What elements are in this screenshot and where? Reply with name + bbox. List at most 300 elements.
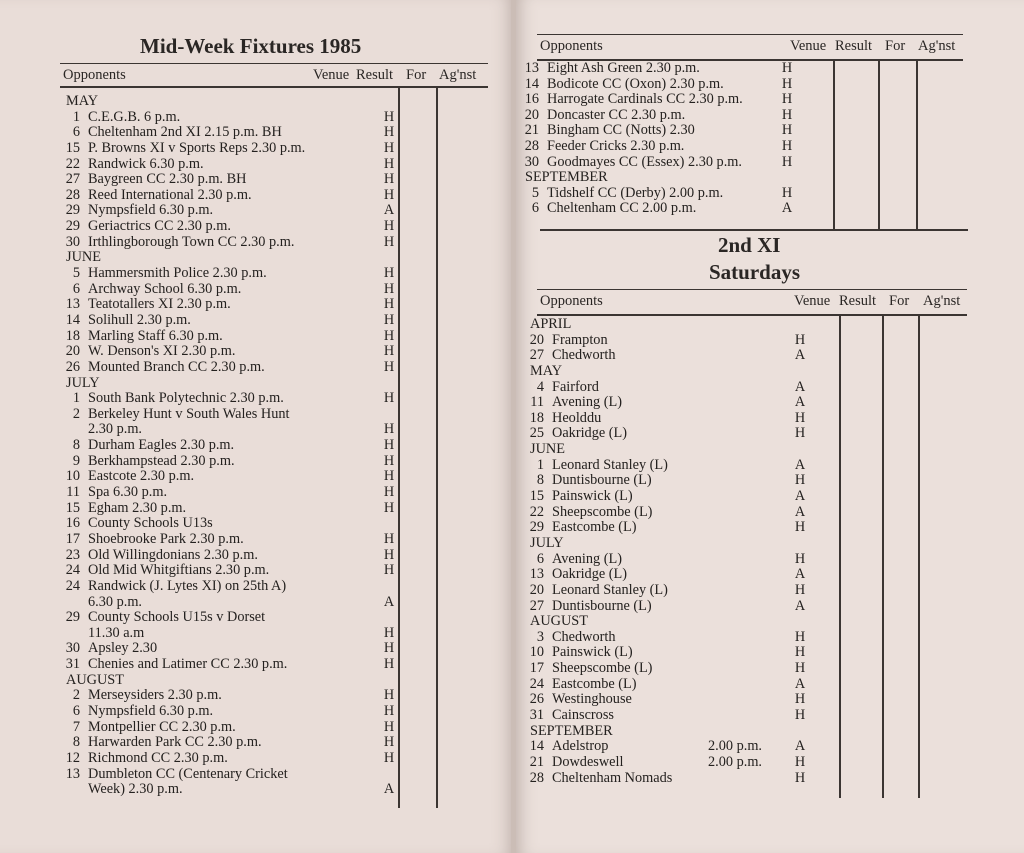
fixture-venue: H: [383, 624, 395, 641]
fixture-date: 6: [72, 124, 80, 141]
fixture-date: 2: [72, 687, 80, 704]
fixture-date: 8: [536, 472, 544, 489]
fixture-opponent: Cainscross: [552, 707, 614, 724]
fixture-opponent: County Schools U13s: [88, 515, 213, 532]
fixture-row: [52, 172, 452, 188]
right-top-top-rule: [537, 34, 963, 35]
fixture-opponent: Frampton: [552, 331, 608, 348]
right-bottom-against-column-line: [918, 314, 920, 798]
fixture-row: [52, 125, 452, 141]
fixture-row: [518, 473, 838, 489]
fixture-date: 20: [524, 106, 539, 123]
fixture-row: [518, 520, 838, 536]
fixture-venue: H: [794, 519, 806, 536]
second-xi-fixture-list: [518, 317, 838, 786]
fixture-row: [518, 692, 838, 708]
fixture-opponent: Geriactrics CC 2.30 p.m.: [88, 218, 231, 235]
fixture-venue: H: [383, 171, 395, 188]
venue-header-2: Venue: [790, 38, 827, 54]
month-heading: APRIL: [530, 316, 572, 332]
fixture-row: [518, 552, 838, 568]
fixture-venue: H: [383, 265, 395, 282]
fixture-date: 8: [72, 734, 80, 751]
fixture-venue: H: [794, 550, 806, 567]
fixture-venue: A: [794, 597, 806, 614]
fixture-date: 29: [65, 202, 80, 219]
fixture-opponent: Nympsfield 6.30 p.m.: [88, 202, 214, 219]
fixture-venue: A: [383, 202, 395, 219]
fixture-venue: A: [794, 347, 806, 364]
fixture-row: [52, 141, 452, 157]
fixture-row: [515, 155, 835, 171]
month-heading: SEPTEMBER: [530, 722, 613, 739]
fixture-opponent: Oakridge (L): [552, 566, 628, 583]
fixture-opponent: Apsley 2.30: [88, 640, 158, 657]
fixture-date: 10: [529, 644, 544, 661]
fixture-date: 27: [65, 171, 80, 188]
fixture-opponent: Doncaster CC 2.30 p.m.: [547, 106, 686, 123]
left-header-rule: [60, 86, 488, 88]
fixture-opponent: Old Mid Whitgiftians 2.30 p.m.: [88, 562, 270, 579]
fixture-opponent: Chedworth: [552, 347, 616, 364]
fixture-row: [52, 188, 452, 204]
fixture-row: [515, 186, 835, 202]
fixture-opponent: Randwick (J. Lytes XI) on 25th A): [88, 577, 287, 594]
fixture-venue: A: [794, 488, 806, 505]
fixture-date: 6: [531, 200, 539, 217]
fixture-opponent: Duntisbourne (L): [552, 472, 652, 489]
fixture-date: 21: [524, 122, 539, 139]
fixture-opponent: Old Willingdonians 2.30 p.m.: [88, 546, 258, 563]
fixture-row: [515, 139, 835, 155]
fixture-venue: A: [794, 503, 806, 520]
fixture-venue: H: [383, 718, 395, 735]
fixture-row: [518, 489, 838, 505]
fixture-date: 13: [529, 566, 544, 583]
fixture-date: 23: [65, 546, 80, 563]
venue-header-3: Venue: [794, 293, 831, 309]
fixture-row: [518, 505, 838, 521]
fixture-opponent: Cheltenham Nomads: [552, 769, 673, 786]
fixture-opponent: Harwarden Park CC 2.30 p.m.: [88, 734, 262, 751]
fixture-opponent: Reed International 2.30 p.m.: [88, 186, 252, 203]
fixture-venue: H: [383, 311, 395, 328]
fixture-row: [52, 360, 452, 376]
fixture-opponent: Tidshelf CC (Derby) 2.00 p.m.: [547, 184, 724, 201]
fixture-row: [518, 380, 838, 396]
fixture-date: 5: [531, 184, 539, 201]
fixture-row: [515, 123, 835, 139]
fixture-opponent: Chenies and Latimer CC 2.30 p.m.: [88, 656, 288, 673]
fixture-opponent: 11.30 a.m: [88, 624, 145, 641]
fixture-row: [52, 501, 452, 517]
fixture-opponent: Eight Ash Green 2.30 p.m.: [547, 60, 700, 76]
fixture-opponent: Solihull 2.30 p.m.: [88, 311, 191, 328]
fixture-row: [52, 626, 452, 642]
fixture-opponent: Oakridge (L): [552, 425, 628, 442]
fixture-row: [518, 411, 838, 427]
fixture-row: [52, 720, 452, 736]
fixture-opponent: Randwick 6.30 p.m.: [88, 155, 204, 172]
for-header: For: [406, 67, 427, 83]
fixture-date: 31: [529, 707, 544, 724]
fixture-opponent: Irthlingborough Town CC 2.30 p.m.: [88, 233, 295, 250]
fixture-date: 20: [529, 331, 544, 348]
fixture-date: 5: [72, 265, 80, 282]
month-heading: JUNE: [530, 441, 565, 458]
fixture-row: [52, 422, 452, 438]
fixture-opponent: South Bank Polytechnic 2.30 p.m.: [88, 390, 284, 407]
fixture-opponent: P. Browns XI v Sports Reps 2.30 p.m.: [88, 139, 306, 156]
fixture-row: [52, 438, 452, 454]
right-bottom-result-column-line: [839, 314, 841, 798]
fixture-date: 28: [65, 186, 80, 203]
fixture-venue: H: [383, 139, 395, 156]
fixture-date: 17: [65, 530, 80, 547]
section-divider-rule: [540, 229, 968, 231]
fixture-opponent: County Schools U15s v Dorset: [88, 609, 266, 626]
fixture-opponent: Eastcote 2.30 p.m.: [88, 468, 195, 485]
fixture-date: 16: [65, 515, 80, 532]
fixture-row: [518, 395, 838, 411]
month-heading: JULY: [530, 534, 564, 551]
fixture-date: 1: [72, 390, 80, 407]
fixture-venue: H: [794, 409, 806, 426]
fixture-opponent: Bingham CC (Notts) 2.30: [547, 122, 695, 139]
fixture-opponent: Berkhampstead 2.30 p.m.: [88, 452, 235, 469]
fixture-date: 6: [536, 550, 544, 567]
fixture-date: 27: [529, 597, 544, 614]
fixture-date: 24: [529, 675, 544, 692]
fixture-row: [518, 348, 838, 364]
fixture-date: 31: [65, 656, 80, 673]
fixture-date: 30: [65, 233, 80, 250]
fixture-date: 11: [530, 394, 544, 411]
fixture-venue: H: [383, 484, 395, 501]
fixture-opponent: Chedworth: [552, 628, 616, 645]
fixture-row: [52, 516, 452, 532]
fixture-venue: H: [383, 358, 395, 375]
fixture-date: 16: [524, 91, 539, 108]
fixture-opponent: C.E.G.B. 6 p.m.: [88, 108, 181, 125]
fixture-row: [518, 583, 838, 599]
month-heading: AUGUST: [66, 671, 124, 688]
fixture-venue: H: [383, 343, 395, 360]
fixture-date: 26: [529, 691, 544, 708]
fixture-row: [52, 532, 452, 548]
fixture-date: 11: [66, 484, 80, 501]
fixture-row: [52, 110, 452, 126]
fixture-venue: H: [383, 468, 395, 485]
fixture-row: [52, 407, 452, 423]
fixture-venue: A: [794, 394, 806, 411]
fixture-date: 29: [65, 218, 80, 235]
fixture-row: [52, 454, 452, 470]
fixture-opponent: Harrogate Cardinals CC 2.30 p.m.: [547, 91, 743, 108]
fixture-row: [52, 485, 452, 501]
fixture-row: [52, 282, 452, 298]
right-bottom-top-rule: [537, 289, 967, 290]
fixture-date: 24: [65, 562, 80, 579]
fixture-opponent: Baygreen CC 2.30 p.m. BH: [88, 171, 247, 188]
fixture-venue: H: [781, 122, 793, 139]
fixture-venue: H: [794, 581, 806, 598]
fixture-venue: H: [794, 707, 806, 724]
fixture-venue: H: [794, 660, 806, 677]
left-header-top-rule: [60, 63, 488, 64]
fixture-row: [52, 469, 452, 485]
fixture-venue: H: [794, 644, 806, 661]
fixture-venue: H: [794, 472, 806, 489]
fixture-row: [52, 782, 452, 798]
against-header-2: Ag'nst: [918, 38, 956, 54]
fixture-row: [52, 266, 452, 282]
fixture-venue: H: [383, 186, 395, 203]
fixture-venue: H: [383, 546, 395, 563]
fixture-time: 2.00 p.m.: [708, 738, 763, 755]
fixture-venue: H: [383, 218, 395, 235]
second-xi-title: 2nd XI: [718, 233, 781, 257]
fixture-row: [518, 645, 838, 661]
fixture-opponent: Dowdeswell: [552, 753, 624, 770]
fixture-row: [52, 297, 452, 313]
midweek-title: Mid-Week Fixtures 1985: [140, 34, 362, 58]
fixture-venue: H: [781, 60, 793, 76]
fixture-opponent: Durham Eagles 2.30 p.m.: [88, 437, 235, 454]
fixture-row: [52, 563, 452, 579]
opponents-header: Opponents: [63, 67, 126, 83]
fixture-row: [518, 661, 838, 677]
fixture-venue: H: [383, 108, 395, 125]
fixture-opponent: Heolddu: [552, 409, 602, 426]
result-header-3: Result: [839, 293, 877, 309]
fixture-venue: A: [794, 566, 806, 583]
fixture-date: 13: [65, 765, 80, 782]
fixture-date: 27: [529, 347, 544, 364]
fixture-opponent: Hammersmith Police 2.30 p.m.: [88, 265, 267, 282]
month-heading: MAY: [66, 93, 99, 109]
fixture-date: 6: [72, 702, 80, 719]
fixture-row: [52, 219, 452, 235]
fixture-venue: H: [383, 280, 395, 297]
fixture-venue: H: [383, 562, 395, 579]
for-header-3: For: [889, 293, 910, 309]
fixture-venue: H: [383, 530, 395, 547]
fixture-opponent: Painswick (L): [552, 488, 633, 505]
fixture-opponent: Bodicote CC (Oxon) 2.30 p.m.: [547, 75, 724, 92]
fixture-opponent: Richmond CC 2.30 p.m.: [88, 749, 228, 766]
fixture-date: 6: [72, 280, 80, 297]
fixture-date: 30: [65, 640, 80, 657]
fixture-venue: H: [383, 390, 395, 407]
fixture-date: 22: [65, 155, 80, 172]
fixture-opponent: Week) 2.30 p.m.: [88, 781, 183, 798]
fixture-date: 21: [529, 753, 544, 770]
venue-header: Venue: [313, 67, 350, 83]
fixture-venue: A: [781, 200, 793, 217]
fixture-venue: H: [383, 233, 395, 250]
midweek-fixture-list-continued: [515, 61, 835, 217]
fixture-venue: A: [383, 593, 395, 610]
fixture-row: [518, 567, 838, 583]
fixture-opponent: 6.30 p.m.: [88, 593, 143, 610]
fixture-date: 1: [72, 108, 80, 125]
fixture-row: [518, 677, 838, 693]
fixture-date: 22: [529, 503, 544, 520]
right-top-for-column-line: [878, 59, 880, 229]
fixture-venue: H: [383, 124, 395, 141]
fixture-date: 29: [65, 609, 80, 626]
fixture-venue: H: [383, 734, 395, 751]
right-bottom-column-headers: [540, 293, 970, 311]
fixture-opponent: Eastcombe (L): [552, 519, 637, 536]
fixture-date: 3: [536, 628, 544, 645]
fixture-date: 24: [65, 577, 80, 594]
fixture-row: [518, 771, 838, 787]
fixture-venue: H: [383, 640, 395, 657]
month-heading: JULY: [66, 374, 100, 391]
fixture-row: [52, 657, 452, 673]
fixture-venue: H: [383, 452, 395, 469]
fixture-row: [52, 751, 452, 767]
fixture-venue: H: [383, 155, 395, 172]
fixture-row: [52, 767, 452, 783]
fixture-time: 2.00 p.m.: [708, 753, 763, 770]
fixture-row: [52, 704, 452, 720]
fixture-venue: A: [794, 378, 806, 395]
fixture-date: 20: [529, 581, 544, 598]
fixture-row: [518, 333, 838, 349]
fixture-row: [52, 688, 452, 704]
fixture-row: [518, 755, 838, 771]
fixture-opponent: Goodmayes CC (Essex) 2.30 p.m.: [547, 153, 742, 170]
fixture-date: 15: [65, 499, 80, 516]
right-bottom-for-column-line: [882, 314, 884, 798]
fixture-date: 9: [72, 452, 80, 469]
left-column-headers: [63, 67, 493, 85]
fixture-row: [52, 391, 452, 407]
fixture-date: 7: [72, 718, 80, 735]
fixture-row: [518, 599, 838, 615]
fixture-venue: H: [383, 702, 395, 719]
fixture-venue: H: [383, 499, 395, 516]
fixture-venue: A: [794, 675, 806, 692]
month-heading: AUGUST: [530, 613, 588, 630]
fixture-venue: H: [794, 753, 806, 770]
for-header-2: For: [885, 38, 906, 54]
fixture-row: [52, 735, 452, 751]
fixture-venue: H: [781, 137, 793, 154]
fixture-opponent: Leonard Stanley (L): [552, 456, 668, 473]
right-top-column-headers: [540, 38, 970, 56]
fixture-row: [52, 313, 452, 329]
fixture-date: 15: [65, 139, 80, 156]
fixture-opponent: Westinghouse: [552, 691, 632, 708]
fixture-venue: H: [794, 628, 806, 645]
midweek-fixture-list: [52, 94, 452, 798]
fixture-row: [52, 157, 452, 173]
fixture-row: [518, 739, 838, 755]
fixture-date: 12: [65, 749, 80, 766]
fixture-venue: H: [383, 327, 395, 344]
fixture-opponent: Cheltenham CC 2.00 p.m.: [547, 200, 697, 217]
fixture-opponent: Marling Staff 6.30 p.m.: [88, 327, 223, 344]
fixture-row: [518, 630, 838, 646]
fixture-row: [52, 344, 452, 360]
fixture-venue: H: [781, 106, 793, 123]
fixture-row: [52, 329, 452, 345]
fixture-date: 13: [65, 296, 80, 313]
result-header-2: Result: [835, 38, 873, 54]
fixture-opponent: W. Denson's XI 2.30 p.m.: [88, 343, 236, 360]
fixture-date: 8: [72, 437, 80, 454]
fixture-row: [515, 92, 835, 108]
fixture-date: 28: [529, 769, 544, 786]
fixture-date: 29: [529, 519, 544, 536]
fixture-date: 18: [65, 327, 80, 344]
fixture-row: [52, 203, 452, 219]
fixture-opponent: Shoebrooke Park 2.30 p.m.: [88, 530, 244, 547]
fixture-date: 25: [529, 425, 544, 442]
fixture-venue: H: [383, 749, 395, 766]
fixture-opponent: Berkeley Hunt v South Wales Hunt: [88, 405, 290, 422]
month-heading: JUNE: [66, 249, 101, 266]
right-bottom-header-rule: [537, 314, 967, 316]
fixture-row: [52, 641, 452, 657]
fixture-opponent: Egham 2.30 p.m.: [88, 499, 187, 516]
fixture-date: 28: [524, 137, 539, 154]
fixture-opponent: Sheepscombe (L): [552, 503, 653, 520]
against-header-3: Ag'nst: [923, 293, 961, 309]
saturdays-title: Saturdays: [709, 260, 801, 284]
fixture-date: 13: [524, 60, 539, 76]
fixture-date: 15: [529, 488, 544, 505]
fixture-venue: A: [383, 781, 395, 798]
fixture-opponent: Painswick (L): [552, 644, 633, 661]
fixture-opponent: Fairford: [552, 378, 599, 395]
fixture-opponent: 2.30 p.m.: [88, 421, 143, 438]
fixture-date: 2: [72, 405, 80, 422]
fixture-date: 14: [524, 75, 539, 92]
fixture-opponent: Teatotallers XI 2.30 p.m.: [88, 296, 231, 313]
fixture-venue: H: [781, 153, 793, 170]
fixture-venue: H: [383, 656, 395, 673]
fixture-date: 14: [65, 311, 80, 328]
fixture-opponent: Adelstrop: [552, 738, 609, 755]
result-header: Result: [356, 67, 394, 83]
fixture-date: 30: [524, 153, 539, 170]
fixture-row: [515, 201, 835, 217]
fixture-date: 1: [536, 456, 544, 473]
fixture-opponent: Sheepscombe (L): [552, 660, 653, 677]
month-heading: SEPTEMBER: [525, 169, 608, 186]
fixture-date: 14: [529, 738, 544, 755]
fixture-row: [515, 61, 835, 77]
fixture-row: [52, 548, 452, 564]
fixture-row: [52, 235, 452, 251]
month-heading: MAY: [530, 362, 563, 379]
fixture-venue: H: [383, 421, 395, 438]
fixture-opponent: Merseysiders 2.30 p.m.: [88, 687, 222, 704]
fixture-venue: H: [383, 687, 395, 704]
fixture-opponent: Cheltenham 2nd XI 2.15 p.m. BH: [88, 124, 282, 141]
fixture-row: [52, 579, 452, 595]
fixture-venue: A: [794, 456, 806, 473]
fixture-row: [515, 108, 835, 124]
fixture-venue: H: [383, 296, 395, 313]
fixture-row: [518, 458, 838, 474]
fixture-venue: H: [781, 184, 793, 201]
